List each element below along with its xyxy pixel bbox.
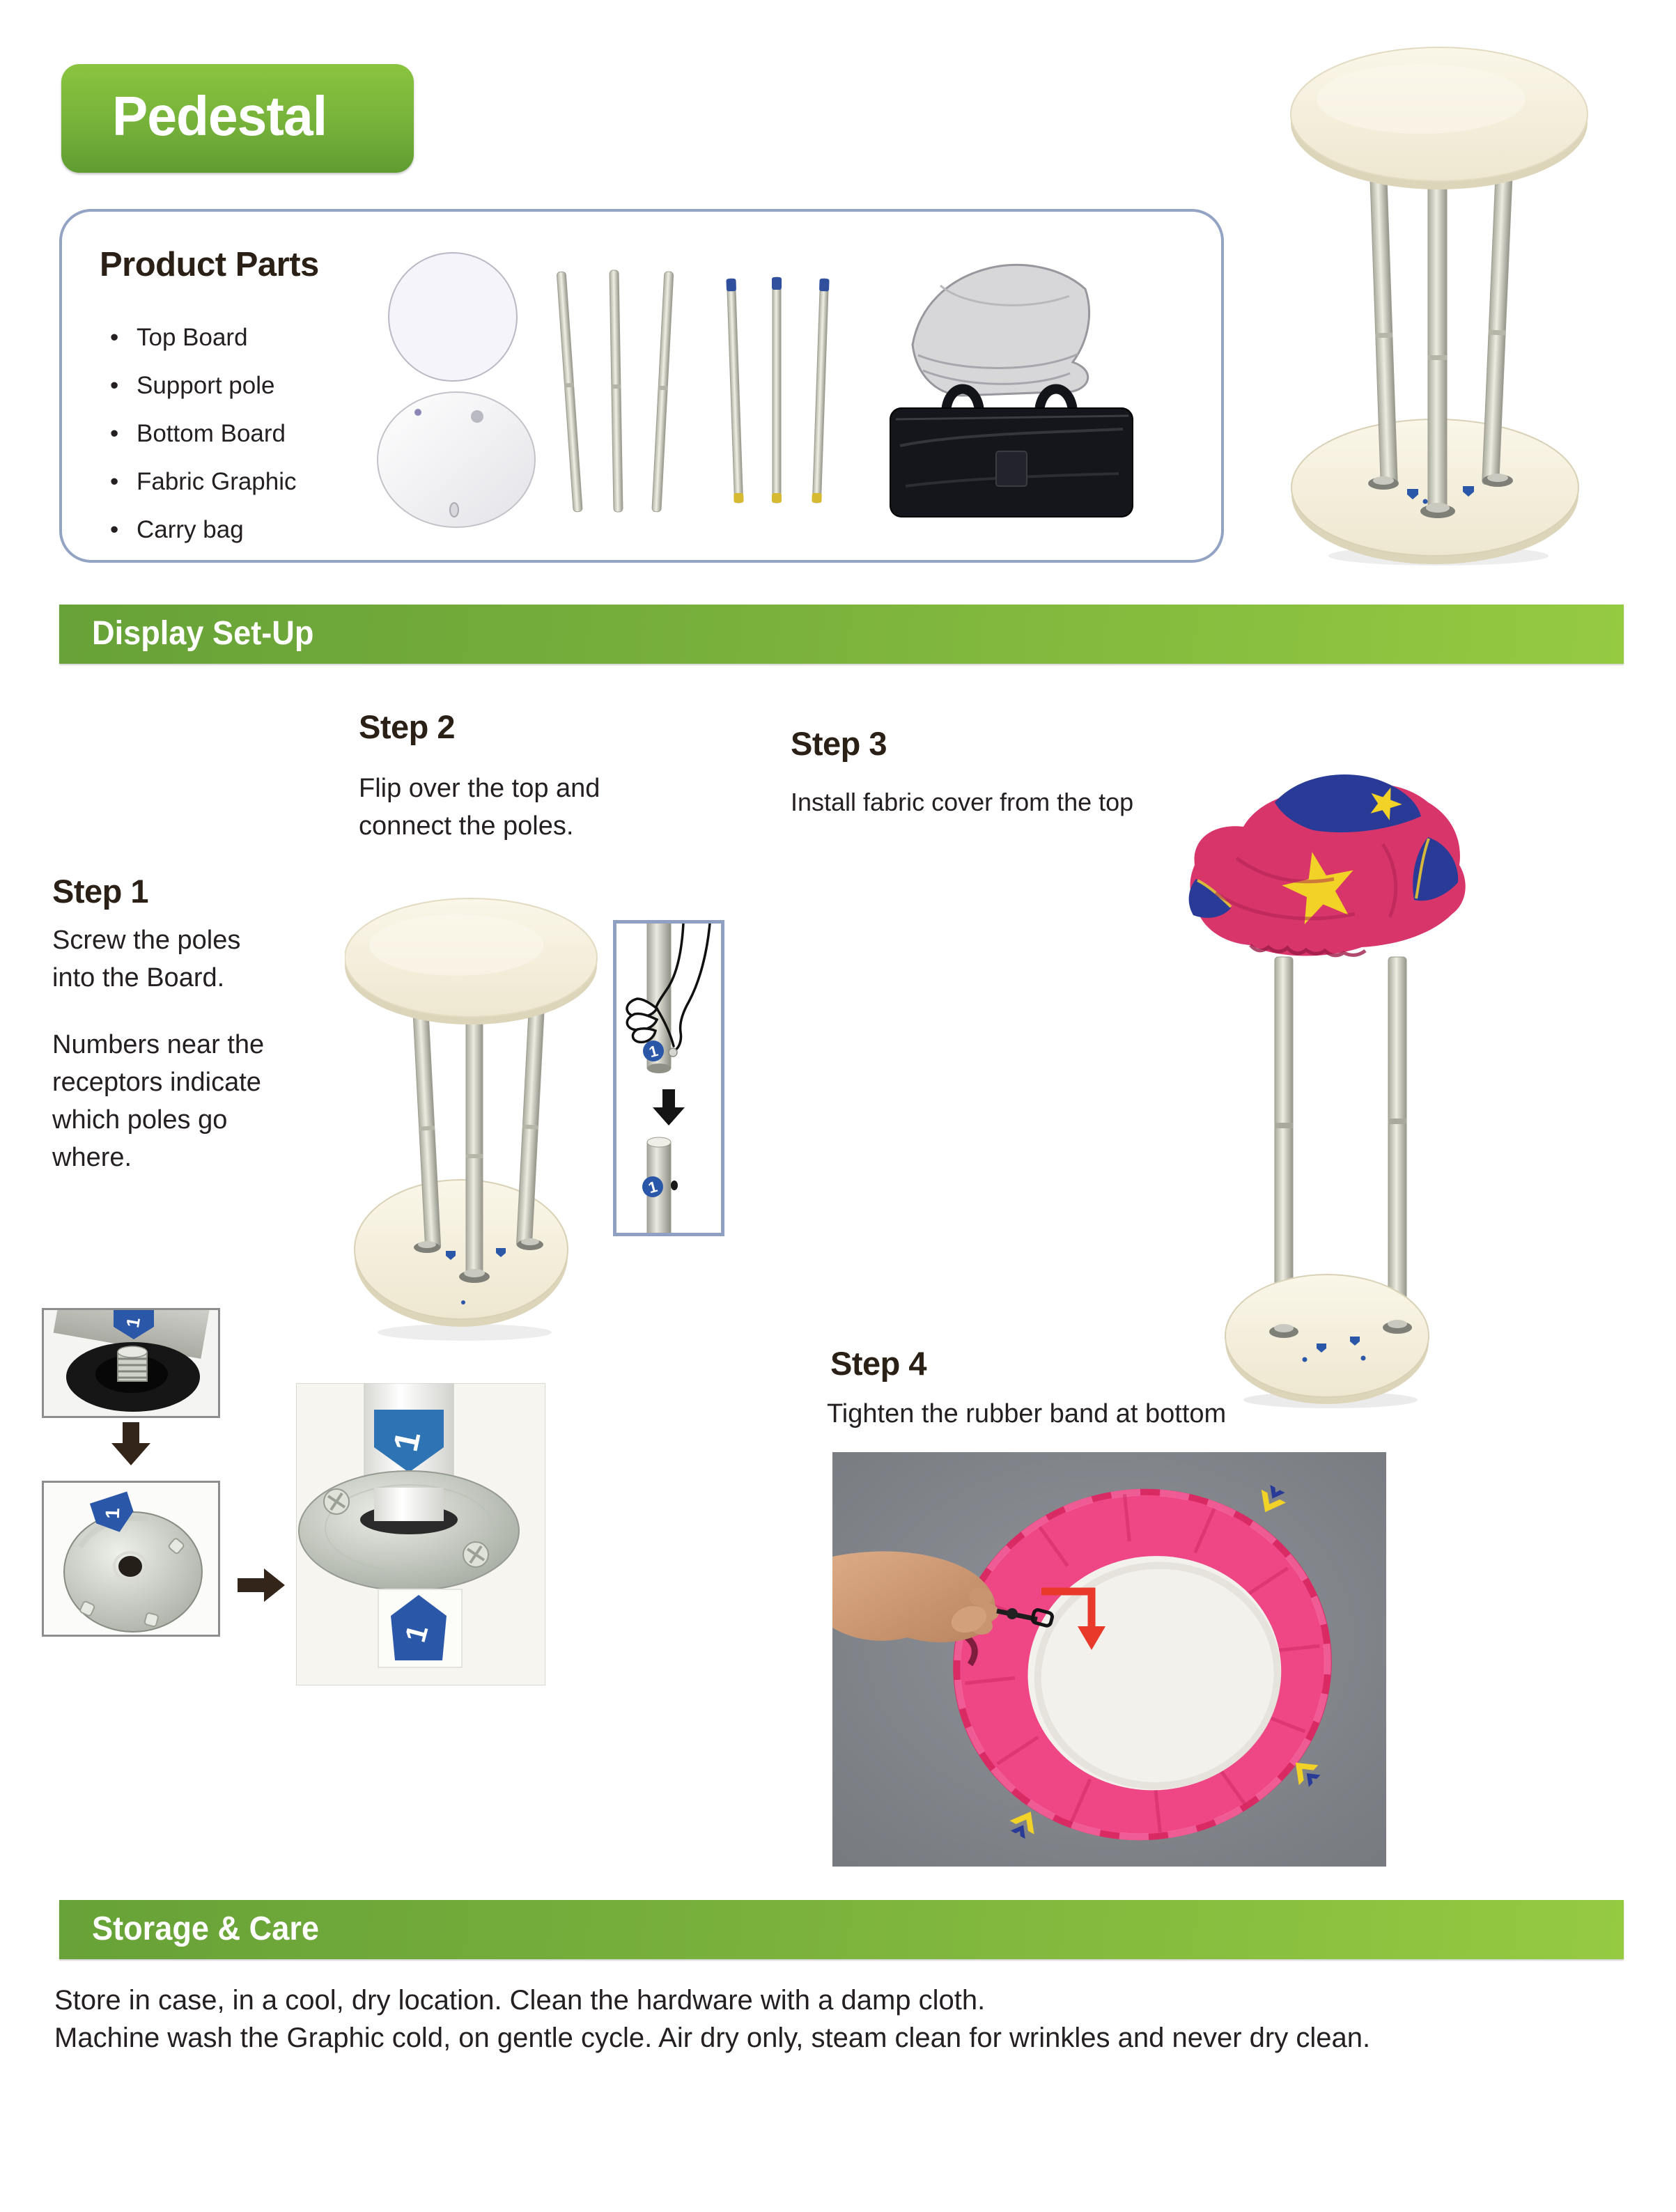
svg-text:1: 1 bbox=[646, 1041, 660, 1061]
bullet-icon: • bbox=[110, 372, 119, 399]
down-arrow-icon bbox=[653, 1089, 685, 1126]
step1-heading: Step 1 bbox=[52, 873, 149, 910]
fabric-graphic bbox=[913, 265, 1089, 396]
down-arrow-icon bbox=[110, 1422, 152, 1467]
bullet-icon: • bbox=[110, 468, 119, 495]
parts-heading: Product Parts bbox=[100, 246, 319, 283]
bullet-icon: • bbox=[110, 420, 119, 447]
svg-text:1: 1 bbox=[646, 1177, 660, 1197]
part-item: • Top Board bbox=[104, 313, 297, 361]
part-item: • Bottom Board bbox=[104, 410, 297, 458]
svg-text:1: 1 bbox=[101, 1507, 124, 1520]
bottom-board-graphic bbox=[378, 392, 535, 527]
step4-heading: Step 4 bbox=[830, 1345, 927, 1382]
support-poles-graphic bbox=[557, 270, 674, 512]
title-badge bbox=[61, 64, 414, 173]
svg-text:1: 1 bbox=[385, 1427, 428, 1455]
receptor-plate-photo bbox=[42, 1481, 220, 1637]
care-line-1: Store in case, in a cool, dry location. Clean the hardware with a damp cloth. bbox=[54, 1985, 986, 2016]
step3-heading: Step 3 bbox=[791, 725, 887, 762]
step1-text-1: Screw the poles into the Board. bbox=[52, 926, 241, 992]
pole-installed-photo bbox=[296, 1383, 545, 1685]
number-sticker bbox=[378, 1589, 462, 1667]
parts-illustration bbox=[334, 230, 1219, 547]
svg-text:1: 1 bbox=[121, 1316, 145, 1330]
parts-list bbox=[104, 313, 297, 554]
page-title: Pedestal bbox=[111, 85, 327, 147]
right-arrow-icon bbox=[238, 1567, 286, 1603]
setup-banner bbox=[59, 605, 1624, 664]
step3-text: Install fabric cover from the top bbox=[791, 788, 1134, 816]
assembled-pedestal-photo bbox=[1282, 40, 1597, 570]
svg-text:1: 1 bbox=[398, 1621, 435, 1646]
threaded-stud bbox=[118, 1346, 147, 1381]
top-board-graphic bbox=[389, 253, 517, 381]
step1-text-2: Numbers near the receptors indicate which poles go where. bbox=[52, 1030, 265, 1172]
numbered-poles-graphic bbox=[726, 277, 829, 503]
setup-banner-label: Display Set-Up bbox=[92, 615, 314, 652]
pedestal-poles bbox=[412, 1005, 544, 1280]
carry-bag-graphic bbox=[890, 389, 1133, 517]
part-item: • Carry bag bbox=[104, 506, 297, 554]
step2-text: Flip over the top and connect the poles. bbox=[359, 774, 600, 841]
care-line-2: Machine wash the Graphic cold, on gentle cycle. Air dry only, steam clean for wrinkles and never dry clean. bbox=[54, 2023, 1371, 2053]
step4-text: Tighten the rubber band at bottom bbox=[827, 1399, 1227, 1428]
step2-heading: Step 2 bbox=[359, 708, 456, 745]
pole-connection-inset bbox=[613, 920, 724, 1236]
care-banner-label: Storage & Care bbox=[92, 1910, 319, 1947]
pedestal-poles bbox=[1369, 159, 1513, 514]
part-item: • Fabric Graphic bbox=[104, 458, 297, 506]
fabric-cover-photo bbox=[1153, 761, 1487, 1408]
lower-pole-graphic bbox=[642, 1137, 678, 1233]
fabric-cover-graphic bbox=[1189, 774, 1466, 956]
part-item: • Support pole bbox=[104, 361, 297, 410]
care-banner bbox=[59, 1900, 1624, 1959]
pole-end-photo bbox=[42, 1308, 220, 1418]
bullet-icon: • bbox=[110, 324, 119, 351]
step2-pedestal-photo bbox=[345, 895, 610, 1344]
rubber-band-photo bbox=[832, 1452, 1386, 1867]
pole-connection-diagram bbox=[616, 924, 721, 1233]
bullet-icon: • bbox=[110, 516, 119, 543]
